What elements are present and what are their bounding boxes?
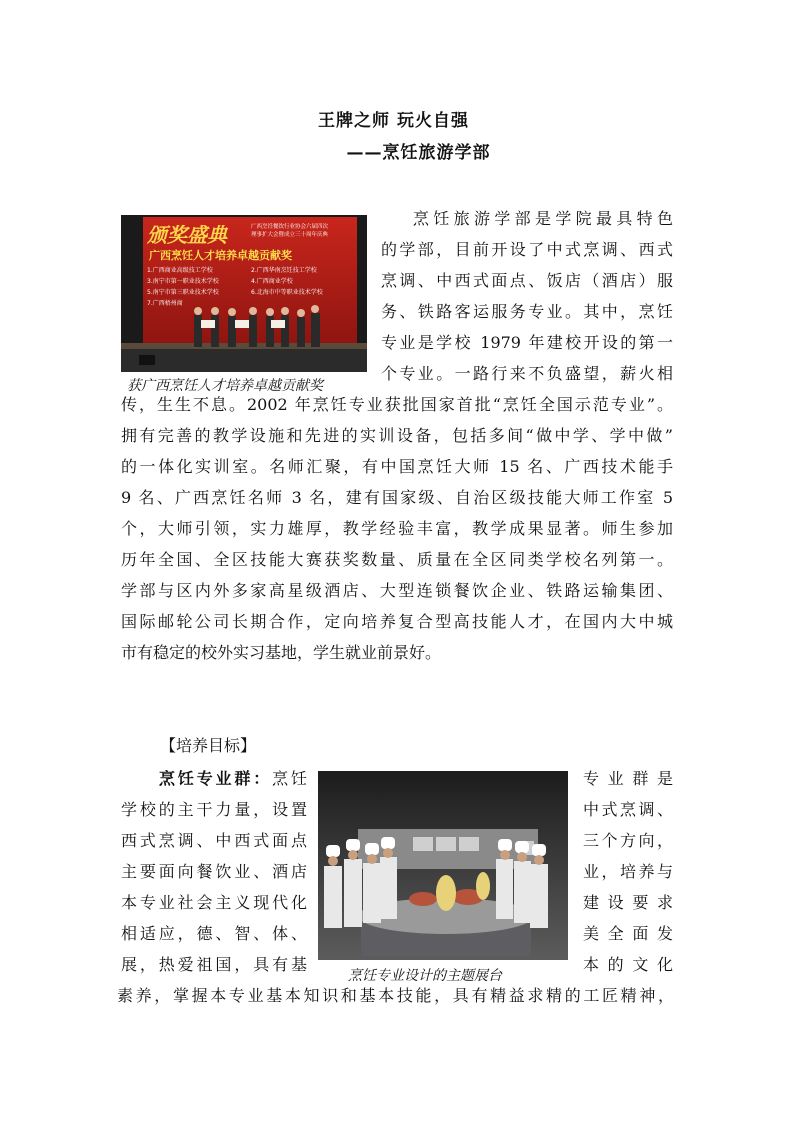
section-line bbox=[121, 763, 307, 794]
section-text-right bbox=[583, 763, 673, 980]
intro-line: 拥有完善的教学设施和先进的实训设备，包括多间“做中学、学中做” bbox=[121, 426, 673, 445]
section-line: 美全面发 bbox=[583, 924, 673, 943]
section-line: 素养，掌握本专业基本知识和基本技能，具有精益求精的工匠精神， bbox=[117, 986, 674, 1005]
lead-label: 烹饪专业群： bbox=[159, 769, 273, 788]
banner-item: 6.北海市中等职业技术学校 bbox=[251, 289, 323, 296]
banner-small-text-1: 广西烹饪餐饮行业协会六届四次 bbox=[251, 224, 329, 230]
banner-big-text: 颁奖盛典 bbox=[147, 223, 227, 247]
banner-item: 5.南宁市第三职业技术学校 bbox=[147, 289, 219, 296]
section-line: 学校的主干力量，设置 bbox=[121, 800, 307, 819]
section-line-text: 烹饪 bbox=[272, 769, 307, 788]
section-heading: 【培养目标】 bbox=[160, 736, 257, 755]
intro-line: 个，大师引领，实力雄厚，教学经验丰富，教学成果显著。师生参加 bbox=[121, 519, 673, 538]
intro-line: 专业是学校 1979 年建校开设的第一 bbox=[381, 333, 673, 352]
intro-line: 烹饪旅游学部是学院最具特色 bbox=[413, 209, 673, 228]
section-line: 本专业社会主义现代化 bbox=[121, 893, 307, 912]
banner-item: 1.广西商业高级技工学校 bbox=[147, 267, 213, 274]
figure2-caption: 烹饪专业设计的主题展台 bbox=[348, 968, 502, 984]
intro-line: 烹调、中西式面点、饭店（酒店）服 bbox=[381, 271, 673, 290]
intro-line: 国际邮轮公司长期合作，定向培养复合型高技能人才，在国内大中城 bbox=[121, 612, 673, 631]
banner-item: 3.南宁市第一职业技术学校 bbox=[147, 278, 219, 285]
banner-item: 4.广西商业学校 bbox=[251, 278, 293, 285]
award-ceremony-photo bbox=[121, 215, 367, 372]
banner-item: 7.广西梧州商 bbox=[147, 300, 183, 307]
section-line: 专业群是 bbox=[583, 769, 673, 788]
intro-line: 学部与区内外多家高星级酒店、大型连锁餐饮企业、铁路运输集团、 bbox=[121, 581, 673, 600]
intro-line: 的一体化实训室。名师汇聚，有中国烹饪大师 15 名、广西技术能手 bbox=[121, 457, 673, 476]
banner-item: 2.广西华南烹饪技工学校 bbox=[251, 267, 317, 274]
section-line: 相适应，德、智、体、 bbox=[121, 924, 307, 943]
section-line: 业，培养与 bbox=[583, 862, 673, 881]
section-line: 主要面向餐饮业、酒店 bbox=[121, 862, 307, 881]
section-line: 建设要求 bbox=[583, 893, 673, 912]
intro-line: 个专业。一路行来不负盛望，薪火相 bbox=[381, 364, 673, 383]
chef-display-photo bbox=[318, 771, 568, 960]
section-text-left bbox=[121, 763, 307, 980]
intro-line: 的学部，目前开设了中式烹调、西式 bbox=[381, 240, 673, 259]
section-line: 西式烹调、中西式面点 bbox=[121, 831, 307, 850]
chef-display-illustration bbox=[318, 771, 568, 960]
intro-paragraph-full bbox=[121, 389, 673, 668]
intro-line: 传，生生不息。2002 年烹饪专业获批国家首批“烹饪全国示范专业”。 bbox=[121, 395, 673, 414]
banner-small-text-2: 理事扩大会暨成立三十周年庆典 bbox=[251, 232, 329, 238]
intro-line: 历年全国、全区技能大赛获奖数量、质量在全区同类学校名列第一。 bbox=[121, 550, 673, 569]
intro-line: 9 名、广西烹饪名师 3 名，建有国家级、自治区级技能大师工作室 5 bbox=[121, 488, 673, 507]
section-line: 本的文化 bbox=[583, 955, 673, 974]
page-title: 王牌之师 玩火自强 bbox=[318, 111, 469, 131]
figure1-caption: 获广西烹饪人才培养卓越贡献奖 bbox=[127, 378, 323, 394]
page-subtitle: ——烹饪旅游学部 bbox=[346, 143, 491, 163]
section-line: 中式烹调、 bbox=[583, 800, 673, 819]
intro-line: 市有稳定的校外实习基地，学生就业前景好。 bbox=[121, 643, 442, 662]
intro-paragraph-side bbox=[381, 203, 673, 389]
banner-list bbox=[147, 265, 357, 309]
section-line: 三个方向， bbox=[583, 831, 673, 850]
section-line: 展，热爱祖国，具有基 bbox=[121, 955, 307, 974]
banner-heading: 广西烹饪人才培养卓越贡献奖 bbox=[149, 249, 292, 262]
intro-line: 务、铁路客运服务专业。其中，烹饪 bbox=[381, 302, 673, 321]
